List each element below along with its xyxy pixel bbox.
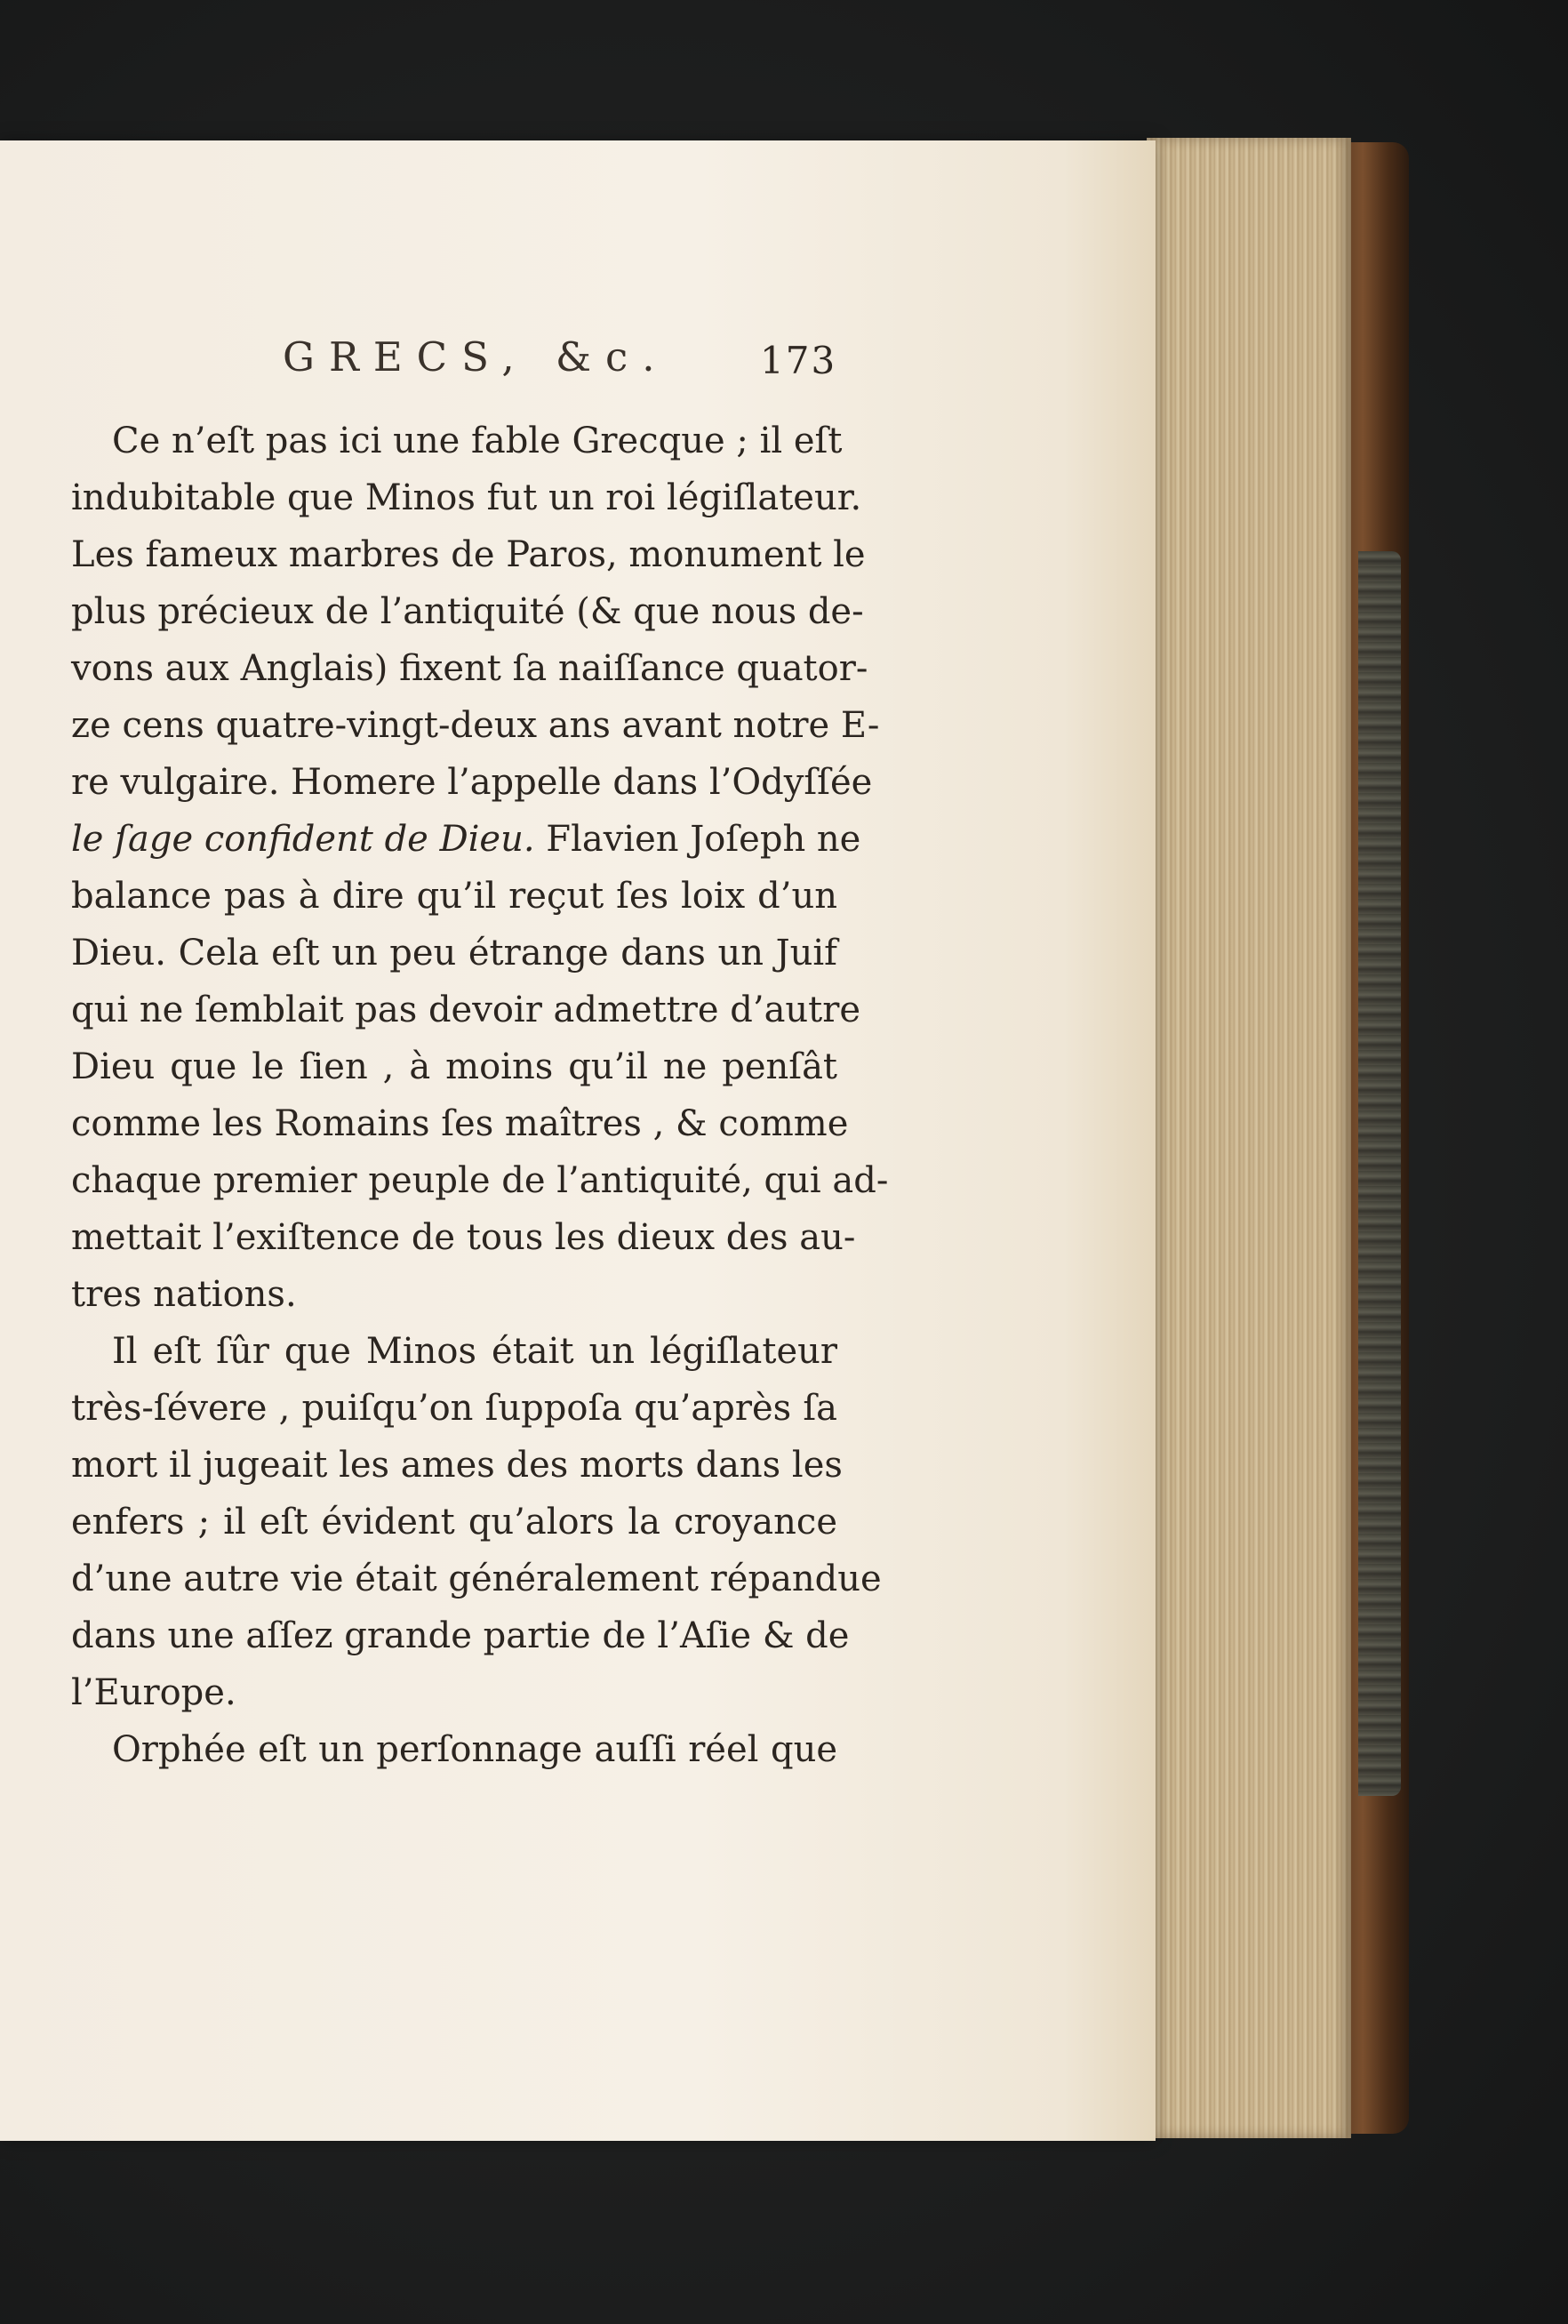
- text-line: mettait l’exiſtence de tous les dieux des au-: [71, 1217, 856, 1258]
- text-line: enfers ; il eſt évident qu’alors la croyance: [71, 1502, 837, 1543]
- text-line: Ce n’eſt pas ici une fable Grecque ; il eſt: [112, 421, 843, 461]
- body-text: [71, 413, 889, 1778]
- text-line: Orphée eſt un perſonnage auſſi réel que: [112, 1729, 837, 1770]
- text-line: Dieu que le ſien , à moins qu’il ne penſât: [71, 1046, 837, 1087]
- text-line: le ſage confident de Dieu. Flavien Joſeph ne: [71, 819, 861, 860]
- text-line: indubitable que Minos fut un roi légiſlateur.: [71, 477, 862, 518]
- text-line: très-ſévere , puiſqu’on ſuppoſa qu’après ſa: [71, 1388, 837, 1429]
- text-line: dans une aſſez grande partie de l’Aſie & de: [71, 1615, 850, 1656]
- text-line: Il eſt ſûr que Minos était un légiſlateur: [112, 1331, 837, 1372]
- italic-phrase: le ſage confident de Dieu.: [71, 819, 535, 860]
- text-line: vons aux Anglais) fixent ſa naiſſance quator-: [71, 648, 868, 689]
- text-line: comme les Romains ſes maîtres , & comme: [71, 1103, 849, 1144]
- text-line: re vulgaire. Homere l’appelle dans l’Odyſſée: [71, 762, 873, 803]
- text-line: ze cens quatre-vingt-deux ans avant notre E-: [71, 705, 880, 746]
- text-line: tres nations.: [71, 1274, 297, 1315]
- text-line: balance pas à dire qu’il reçut ſes loix d’un: [71, 876, 837, 917]
- text-line: chaque premier peuple de l’antiquité, qui ad-: [71, 1160, 889, 1201]
- marbled-board-edge: [1358, 551, 1401, 1796]
- text-line: mort il jugeait les ames des morts dans les: [71, 1445, 843, 1486]
- text-line: l’Europe.: [71, 1672, 236, 1713]
- running-title: GRECS, &c.: [283, 333, 669, 381]
- running-head: [0, 333, 853, 387]
- page-edges-stack: [1147, 138, 1351, 2138]
- text-line: plus précieux de l’antiquité (& que nous de-: [71, 591, 864, 632]
- text-line: d’une autre vie était généralement répandue: [71, 1559, 882, 1599]
- text-line: qui ne ſemblait pas devoir admettre d’autre: [71, 990, 861, 1030]
- text-line: Les fameux marbres de Paros, monument le: [71, 534, 866, 575]
- page-number: 173: [760, 339, 837, 382]
- text-line: Dieu. Cela eſt un peu étrange dans un Juif: [71, 933, 837, 974]
